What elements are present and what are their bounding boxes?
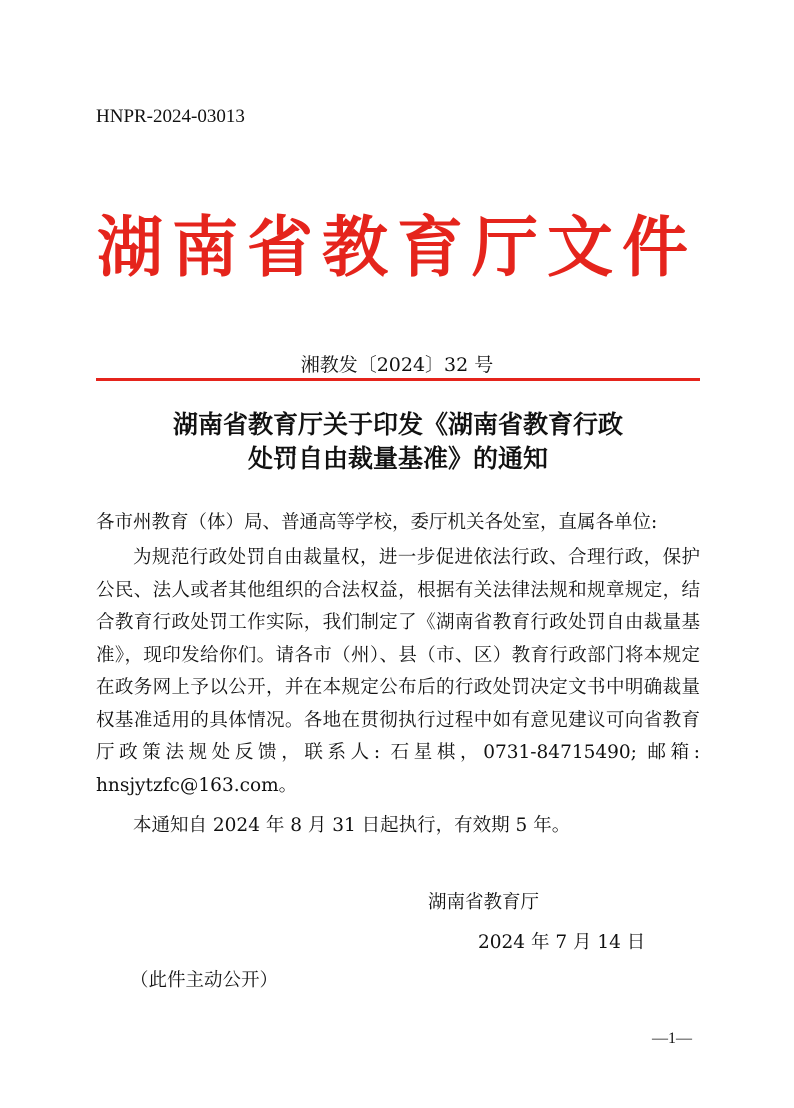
document-code: HNPR-2024-03013 [96,106,245,127]
disclosure-note: （此件主动公开） [130,970,279,991]
notice-title [96,408,700,476]
notice-title-line-2: 处罚自由裁量基准》的通知 [247,444,548,473]
notice-title-line-1: 湖南省教育厅关于印发《湖南省教育行政 [172,410,623,439]
salutation: 各市州教育（体）局、普通高等学校，委厅机关各处室，直属各单位: [96,512,658,533]
document-header-banner: 湖南省教育厅文件 [97,209,697,286]
issue-date: 2024 年 7 月 14 日 [478,932,646,953]
effective-date-paragraph: 本通知自 2024 年 8 月 31 日起执行，有效期 5 年。 [133,815,571,836]
issuing-authority: 湖南省教育厅 [428,892,540,913]
issue-number: 湘教发〔2024〕32 号 [300,354,494,376]
body-paragraph: 为规范行政处罚自由裁量权，进一步促进依法行政、合理行政，保护公民、法人或者其他组织的合法权益，根据有关法律法规和规章规定，结合教育行政处罚工作实际，我们制定了《湖南省教育行政处罚自由裁量基准》，现印发给你们。请各市（州）、县（市、区）教育行政部门将本规定在政务网上予以公开，并在本规定公布后的行政处罚决定文书中明确裁量权基准适用的具体情况。各地在贯彻执行过程中如有意见建议可向省教育厅政策法规处反馈，联系人: 石星棋，0731-84715490; 邮箱: hnsjytzfc@163.com。 [96,547,700,796]
page-number: —1— [652,1030,692,1047]
red-divider-line [96,378,700,381]
